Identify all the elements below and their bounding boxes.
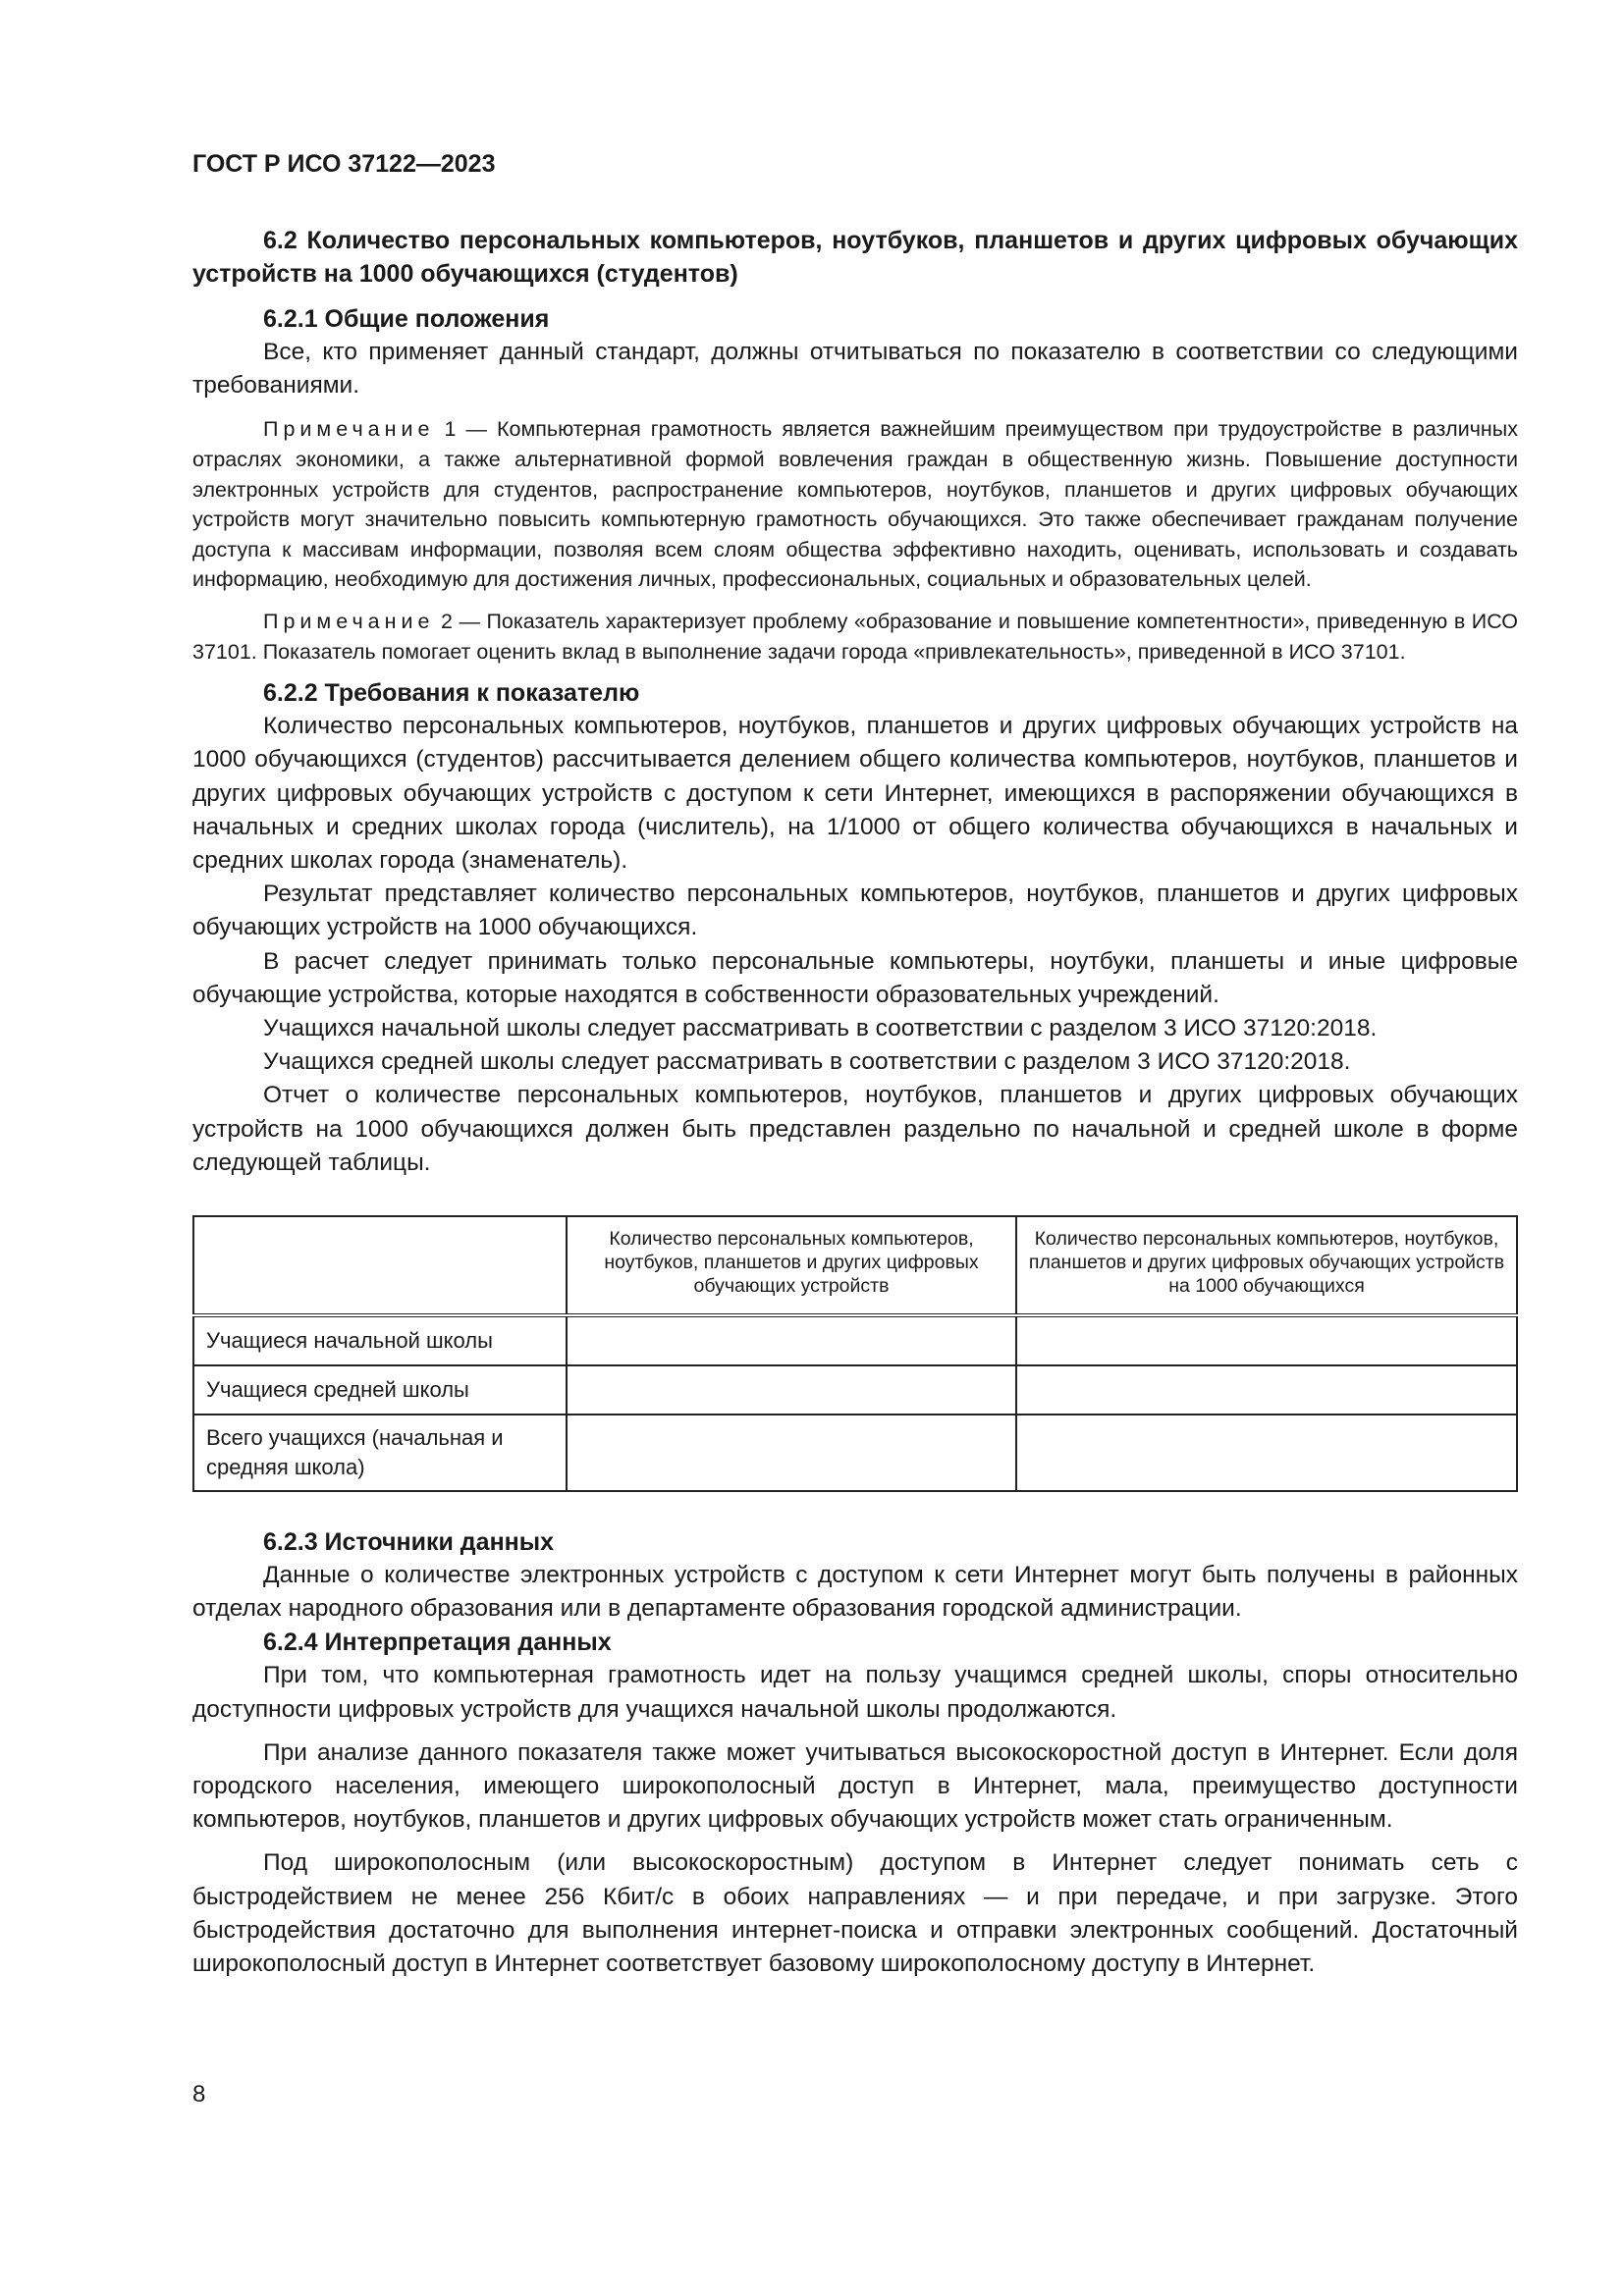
paragraph: Учащихся средней школы следует рассматривать в соответствии с разделом 3 ИСО 37120:2018. xyxy=(263,1048,1351,1076)
page-number: 8 xyxy=(192,2081,206,2108)
table-cell xyxy=(567,1315,1016,1365)
report-table xyxy=(192,1215,1518,1492)
note-label: Примечание xyxy=(263,417,435,442)
paragraph: Все, кто применяет данный стандарт, должны отчитываться по показателю в соответствии со следующими требованиями. xyxy=(192,339,1518,400)
note-text: 2 — Показатель характеризует проблему «образование и повышение компетентности», приведенную в ИСО 37101. Показатель помогает оценить вклад в выполнение задачи города «привлекательность», приведенной в ИСО 37101. xyxy=(192,609,1518,664)
table-cell xyxy=(1016,1365,1517,1415)
table-header: Количество персональных компьютеров, ноутбуков, планшетов и других цифровых обучающих устройств на 1000 обучающихся xyxy=(1016,1216,1517,1315)
paragraph: В расчет следует принимать только персональные компьютеры, ноутбуки, планшеты и иные цифровые обучающие устройства, которые находятся в собственности образовательных учреждений. xyxy=(192,947,1518,1008)
note-1 xyxy=(192,414,1518,595)
row-label: Учащиеся начальной школы xyxy=(193,1315,567,1365)
paragraph: Результат представляет количество персональных компьютеров, ноутбуков, планшетов и других цифровых обучающих устройств на 1000 обучающихся. xyxy=(192,881,1518,941)
paragraph: При том, что компьютерная грамотность идет на пользу учащимся средней школы, споры относительно доступности цифровых устройств для учащихся начальной школы продолжаются. xyxy=(192,1662,1518,1723)
table-cell xyxy=(1016,1315,1517,1365)
table-header-row xyxy=(193,1216,1517,1315)
table-cell xyxy=(1016,1415,1517,1491)
subsection-title-6-2-1: 6.2.1 Общие положения xyxy=(263,305,550,333)
table-row xyxy=(193,1315,1517,1365)
row-label: Учащиеся средней школы xyxy=(193,1365,567,1415)
table-cell xyxy=(567,1415,1016,1491)
note-label: Примечание xyxy=(263,609,435,633)
row-label: Всего учащихся (начальная и средняя школа) xyxy=(193,1415,567,1491)
section-title: 6.2 Количество персональных компьютеров, ноутбуков, планшетов и других цифровых обучающих устройств на 1000 обучающихся (студентов) xyxy=(192,227,1518,288)
table-row xyxy=(193,1365,1517,1415)
table-cell xyxy=(567,1365,1016,1415)
paragraph: Учащихся начальной школы следует рассматривать в соответствии с разделом 3 ИСО 37120:2018. xyxy=(263,1014,1378,1041)
subsection-title-6-2-2: 6.2.2 Требования к показателю xyxy=(263,679,640,708)
note-2 xyxy=(192,607,1518,667)
document-page xyxy=(192,147,1518,1981)
subsection-title-6-2-3: 6.2.3 Источники данных xyxy=(263,1528,555,1556)
note-text: 1 — Компьютерная грамотность является важнейшим преимуществом при трудоустройстве в различных отраслях экономики, а также альтернативной формой вовлечения граждан в общественную жизнь. Повышение доступности электронных устройств для студентов, распространение компьютеров, ноутбуков, планшетов и других цифровых обучающих устройств могут значительно повысить компьютерную грамотность обучающихся. Это также обеспечивает гражданам получение доступа к массивам информации, позволяя всем слоям общества эффективно находить, оценивать, использовать и создавать информацию, необходимую для достижения личных, профессиональных, социальных и образовательных целей. xyxy=(192,417,1518,592)
document-header: ГОСТ Р ИСО 37122—2023 xyxy=(192,150,496,178)
paragraph: При анализе данного показателя также может учитываться высокоскоростной доступ в Интернет. Если доля городского населения, имеющего широкополосный доступ в Интернет, мала, преимущество доступности компьютеров, ноутбуков, планшетов и других цифровых обучающих устройств может стать ограниченным. xyxy=(192,1738,1518,1834)
table-header: Количество персональных компьютеров, ноутбуков, планшетов и других цифровых обучающих устройств xyxy=(567,1216,1016,1315)
paragraph: Данные о количестве электронных устройств с доступом к сети Интернет могут быть получены в районных отделах народного образования или в департаменте образования городской администрации. xyxy=(192,1562,1518,1623)
table-row xyxy=(193,1415,1517,1491)
paragraph: Отчет о количестве персональных компьютеров, ноутбуков, планшетов и других цифровых обучающих устройств на 1000 обучающихся должен быть представлен раздельно по начальной и средней школе в форме следующей таблицы. xyxy=(192,1082,1518,1176)
table-header-empty xyxy=(193,1216,567,1315)
paragraph: Под широкополосным (или высокоскоростным) доступом в Интернет следует понимать сеть с быстродействием не менее 256 Кбит/с в обоих направлениях — и при передаче, и при загрузке. Этого быстродействия достаточно для выполнения интернет-поиска и отправки электронных сообщений. Достаточный широкополосный доступ в Интернет соответствует базовому широкополосному доступу в Интернет. xyxy=(192,1849,1518,1978)
paragraph: Количество персональных компьютеров, ноутбуков, планшетов и других цифровых обучающих устройств на 1000 обучающихся (студентов) рассчитывается делением общего количества компьютеров, ноутбуков, планшетов и других цифровых обучающих устройств с доступом к сети Интернет, имеющихся в распоряжении обучающихся в начальных и средних школах города (числитель), на 1/1000 от общего количества обучающихся в начальных и средних школах города (знаменатель). xyxy=(192,713,1518,874)
subsection-title-6-2-4: 6.2.4 Интерпретация данных xyxy=(263,1629,612,1657)
